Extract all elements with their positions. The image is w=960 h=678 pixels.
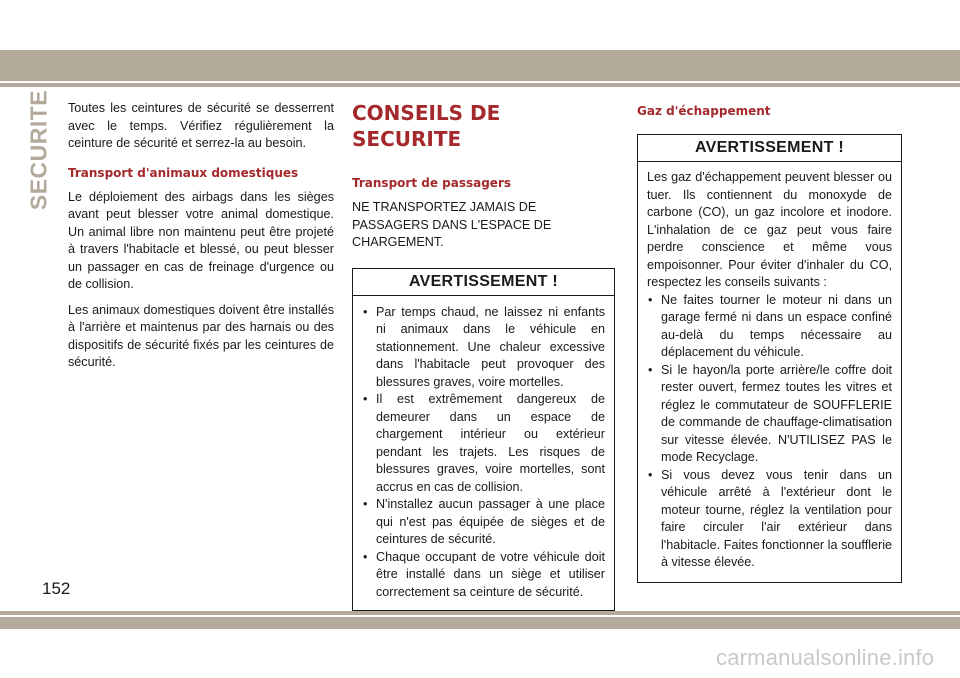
column-left: [68, 100, 334, 380]
section-tab-label: SECURITE: [25, 89, 52, 211]
column-middle: [352, 100, 615, 611]
passengers-paragraph: NE TRANSPORTEZ JAMAIS DE PASSAGERS DANS L'ESPACE DE CHARGEMENT.: [352, 200, 552, 249]
footer-band: [0, 617, 960, 629]
pets-paragraph-2: Les animaux domestiques doivent être installés à l'arrière et maintenus par des harnais ou des dispositifs de sécurité fixés par les ceintures de sécurité.: [68, 302, 334, 369]
footer-watermark: carmanualsonline.info: [716, 645, 935, 670]
header-rule: [0, 83, 960, 87]
pets-paragraph-1: Le déploiement des airbags dans les sièges avant peut blesser votre animal domestique. Un animal libre non maintenu peut être projeté à travers l'habitacle et blessé, ou peut blesser un passager en cas de freinage d'urgence ou de collision.: [68, 189, 334, 291]
header-band: [0, 50, 960, 81]
section-tab: [24, 89, 54, 211]
section-title: CONSEILS DE SECURITE: [352, 101, 501, 151]
exhaust-warning-title: AVERTISSEMENT !: [638, 135, 901, 162]
page-number: 152: [42, 579, 71, 598]
column-right: [637, 100, 902, 583]
warning-item: • Si le hayon/la porte arrière/le coffre doit rester ouvert, fermez toutes les vitres et réglez le commutateur de SOUFFLERIE de commande de chauffage-climatisation sur vitesse élevée. N'UTILISEZ PAS le mode Recyclage.: [647, 362, 892, 467]
footer-rule: [0, 611, 960, 615]
exhaust-heading: Gaz d'échappement: [637, 104, 771, 118]
exhaust-warning-intro: Les gaz d'échappement peuvent blesser ou tuer. Ils contiennent du monoxyde de carbone (CO), un gaz incolore et inodore. L'inhalation de ce gaz peut vous faire perdre conscience et même vous empoisonner. Pour éviter d'inhaler du CO, respectez les conseils suivants :: [647, 170, 892, 289]
passengers-heading: Transport de passagers: [352, 176, 511, 190]
warning-item: • Ne faites tourner le moteur ni dans un garage fermé ni dans un espace confiné au-delà du temps nécessaire au déplacement du véhicule.: [647, 292, 892, 362]
passengers-warning-list: [362, 304, 605, 602]
warning-item: • N'installez aucun passager à une place qui n'est pas équipée de sièges et de ceintures de sécurité.: [362, 496, 605, 549]
passengers-warning-box: [352, 268, 615, 612]
exhaust-warning-list: [647, 292, 892, 572]
warning-item: • Il est extrêmement dangereux de demeurer dans un espace de chargement intérieur ou extérieur pendant les trajets. Les risques de blessures graves, voire mortelles, sont accrus en cas de collision.: [362, 391, 605, 496]
passengers-warning-title: AVERTISSEMENT !: [353, 269, 614, 296]
seatbelt-intro: Toutes les ceintures de sécurité se desserrent avec le temps. Vérifiez régulièrement la ceinture de sécurité et serrez-la au besoin.: [68, 101, 334, 150]
warning-item: • Par temps chaud, ne laissez ni enfants ni animaux dans le véhicule en stationnement. Une chaleur excessive dans l'habitacle peut provoquer des blessures graves, voire mortelles.: [362, 304, 605, 392]
warning-item: • Chaque occupant de votre véhicule doit être installé dans un siège et utiliser correctement sa ceinture de sécurité.: [362, 549, 605, 602]
exhaust-warning-box: [637, 134, 902, 583]
pets-heading: Transport d'animaux domestiques: [68, 165, 299, 180]
warning-item: • Si vous devez vous tenir dans un véhicule arrêté à l'extérieur dont le moteur tourne, réglez la ventilation pour faire circuler l'air extérieur dans l'habitacle. Faites fonctionner la soufflerie à vitesse élevée.: [647, 467, 892, 572]
